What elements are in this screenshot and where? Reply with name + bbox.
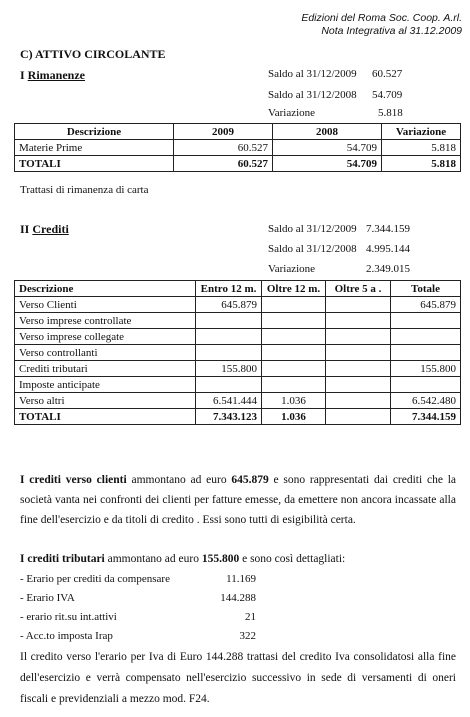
crediti-table — [14, 280, 461, 425]
table-row — [15, 345, 461, 361]
table-header-cell: 2009 — [174, 124, 273, 140]
table-cell — [326, 313, 391, 329]
crediti-heading-label: Crediti — [32, 222, 69, 236]
table-cell: 1.036 — [262, 393, 326, 409]
rimanenze-saldo-2009-label: Saldo al 31/12/2009 — [268, 68, 357, 80]
crediti-heading — [20, 222, 69, 237]
table-row — [15, 329, 461, 345]
table-cell — [391, 345, 461, 361]
crediti-saldo-2008-value: 4.995.144 — [366, 243, 410, 255]
table-cell — [326, 345, 391, 361]
table-cell: Crediti tributari — [15, 361, 196, 377]
table-cell — [326, 393, 391, 409]
table-cell — [391, 377, 461, 393]
table-total-row — [15, 409, 461, 425]
table-cell: 155.800 — [391, 361, 461, 377]
paragraph-bold: I crediti tributari — [20, 553, 105, 565]
rimanenze-saldo-2008-label: Saldo al 31/12/2008 — [268, 89, 357, 101]
rimanenze-variazione-label: Variazione — [268, 107, 316, 119]
table-cell: 155.800 — [196, 361, 262, 377]
table-cell: 54.709 — [273, 156, 382, 172]
table-cell — [262, 377, 326, 393]
table-row — [15, 377, 461, 393]
table-cell — [326, 361, 391, 377]
crediti-variazione-value: 2.349.015 — [366, 263, 410, 275]
table-cell — [326, 297, 391, 313]
crediti-variazione-label: Variazione — [268, 263, 316, 275]
table-header-cell: Oltre 5 a . — [326, 281, 391, 297]
table-row — [15, 140, 461, 156]
paragraph-text: e sono rappresentati dai crediti che la società vanta nei confronti dei clienti per fatture emesse, da emettere non ancora incassate alla fine dell'esercizio e da titoli di credito . Essi sono tutti di esigibilità certa. — [20, 474, 456, 526]
rimanenze-note: Trattasi di rimanenza di carta — [20, 184, 149, 196]
dettaglio-label: - erario rit.su int.attivi — [20, 611, 117, 623]
table-cell: 5.818 — [382, 140, 461, 156]
dettaglio-label: - Erario per crediti da compensare — [20, 573, 170, 585]
rimanenze-saldo-2008-value: 54.709 — [372, 89, 403, 101]
table-cell: 6.541.444 — [196, 393, 262, 409]
paragraph-text: ammontano ad euro — [104, 553, 202, 565]
table-row — [15, 313, 461, 329]
table-cell — [391, 329, 461, 345]
table-cell — [262, 361, 326, 377]
crediti-tributari-paragraph — [20, 549, 456, 569]
rimanenze-heading — [20, 68, 85, 83]
dettaglio-value: 322 — [239, 630, 256, 642]
table-cell — [262, 329, 326, 345]
table-cell: Verso controllanti — [15, 345, 196, 361]
document-header-company: Edizioni del Roma Soc. Coop. A.rl. — [301, 12, 462, 24]
table-cell: 645.879 — [196, 297, 262, 313]
table-header-row — [15, 124, 461, 140]
table-cell — [391, 313, 461, 329]
rimanenze-saldo-2009-value: 60.527 — [372, 68, 403, 80]
crediti-saldo-2008-label: Saldo al 31/12/2008 — [268, 243, 357, 255]
table-cell: 6.542.480 — [391, 393, 461, 409]
table-cell: TOTALI — [15, 156, 174, 172]
rimanenze-variazione-value: 5.818 — [378, 107, 403, 119]
table-cell: 7.343.123 — [196, 409, 262, 425]
table-row — [15, 361, 461, 377]
table-cell — [262, 313, 326, 329]
table-cell: Materie Prime — [15, 140, 174, 156]
crediti-saldo-2009-value: 7.344.159 — [366, 223, 410, 235]
document-header-nota: Nota Integrativa al 31.12.2009 — [321, 25, 462, 37]
table-cell: Imposte anticipate — [15, 377, 196, 393]
table-cell: Verso imprese controllate — [15, 313, 196, 329]
paragraph-bold: I crediti verso clienti — [20, 474, 127, 486]
table-cell: Verso Clienti — [15, 297, 196, 313]
table-cell — [326, 409, 391, 425]
section-title: C) ATTIVO CIRCOLANTE — [20, 47, 166, 61]
table-cell: 60.527 — [174, 140, 273, 156]
table-cell — [262, 297, 326, 313]
rimanenze-table — [14, 123, 461, 172]
table-cell: 1.036 — [262, 409, 326, 425]
table-cell: 60.527 — [174, 156, 273, 172]
crediti-clienti-paragraph — [20, 470, 456, 530]
dettaglio-value: 11.169 — [226, 573, 256, 585]
table-cell: 7.344.159 — [391, 409, 461, 425]
table-header-cell: Oltre 12 m. — [262, 281, 326, 297]
rimanenze-heading-label: Rimanenze — [27, 68, 85, 82]
table-cell: 54.709 — [273, 140, 382, 156]
table-header-cell: Descrizione — [15, 281, 196, 297]
table-cell: 5.818 — [382, 156, 461, 172]
table-header-cell: Descrizione — [15, 124, 174, 140]
table-cell — [196, 329, 262, 345]
dettaglio-label: - Erario IVA — [20, 592, 75, 604]
table-cell — [196, 377, 262, 393]
table-total-row — [15, 156, 461, 172]
table-cell — [196, 313, 262, 329]
table-cell — [262, 345, 326, 361]
table-header-row — [15, 281, 461, 297]
table-cell — [196, 345, 262, 361]
table-cell: TOTALI — [15, 409, 196, 425]
paragraph-text: e sono così dettagliati: — [239, 553, 346, 565]
rimanenze-heading-num: I — [20, 68, 25, 82]
table-header-cell: Variazione — [382, 124, 461, 140]
crediti-heading-num: II — [20, 222, 30, 236]
table-header-cell: Entro 12 m. — [196, 281, 262, 297]
dettaglio-label: - Acc.to imposta Irap — [20, 630, 113, 642]
table-row — [15, 297, 461, 313]
table-cell: Verso altri — [15, 393, 196, 409]
table-header-cell: 2008 — [273, 124, 382, 140]
dettaglio-value: 144.288 — [220, 592, 256, 604]
paragraph-amount: 155.800 — [201, 553, 240, 565]
crediti-saldo-2009-label: Saldo al 31/12/2009 — [268, 223, 357, 235]
paragraph-amount: 645.879 — [231, 474, 269, 486]
table-cell — [326, 329, 391, 345]
table-cell — [326, 377, 391, 393]
iva-credit-paragraph: Il credito verso l'erario per Iva di Euro 144.288 trattasi del credito Iva consolidatosi alla fine dell'esercizio e verrà compensato nell'esercizio successivo in sede di versamenti di oneri fiscali e previdenziali a mezzo mod. F24. — [20, 651, 456, 705]
dettaglio-value: 21 — [245, 611, 256, 623]
table-cell: 645.879 — [391, 297, 461, 313]
table-row — [15, 393, 461, 409]
table-header-cell: Totale — [391, 281, 461, 297]
paragraph-text: ammontano ad euro — [126, 474, 232, 486]
table-cell: Verso imprese collegate — [15, 329, 196, 345]
